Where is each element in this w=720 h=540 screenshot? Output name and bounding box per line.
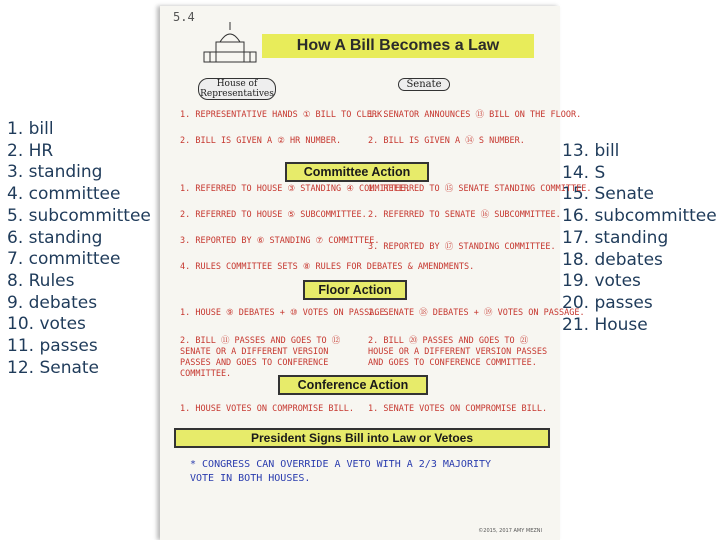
- house-step-3: 1. REFERRED TO HOUSE ③ STANDING ④ COMMITTEE.: [180, 184, 411, 194]
- answer-item: 2. HR: [7, 140, 54, 161]
- house-step-8: 2. BILL ⑪ PASSES AND GOES TO ⑫ SENATE OR A DIFFERENT VERSION PASSES AND GOES TO CONFERENCE COMMITTEE.: [180, 336, 341, 379]
- house-step-5: 3. REPORTED BY ⑥ STANDING ⑦ COMMITTEE.: [180, 236, 380, 246]
- answer-item: 12. Senate: [7, 357, 100, 378]
- override-note: * CONGRESS CAN OVERRIDE A VETO WITH A 2/3 MAJORITY VOTE IN BOTH HOUSES.: [190, 459, 492, 484]
- house-step-6: 4. RULES COMMITTEE SETS ⑧ RULES FOR DEBATES & AMENDMENTS.: [180, 262, 475, 272]
- answer-item: 16. subcommittee: [562, 206, 717, 227]
- page-number: 5.4: [173, 10, 195, 24]
- senate-label: Senate: [398, 78, 450, 91]
- answer-item: 6. standing: [7, 227, 103, 248]
- answer-item: 5. subcommittee: [7, 205, 151, 226]
- answer-item: 21. House: [562, 314, 648, 335]
- answer-item: 11. passes: [7, 336, 98, 357]
- house-label: House of Representatives: [198, 78, 276, 100]
- worksheet-photo: [160, 6, 592, 540]
- answer-item: 4. committee: [7, 184, 121, 205]
- answer-item: 15. Senate: [562, 184, 655, 205]
- answer-item: 9. debates: [7, 292, 98, 313]
- copyright-note: ©2015, 2017 AMY MEZNI: [478, 528, 542, 534]
- senate-step-8: 1. SENATE VOTES ON COMPROMISE BILL.: [368, 404, 548, 414]
- answer-item: 20. passes: [562, 292, 653, 313]
- senate-step-1: 1. SENATOR ANNOUNCES ⑬ BILL ON THE FLOOR.: [368, 110, 582, 120]
- house-step-9: 1. HOUSE VOTES ON COMPROMISE BILL.: [180, 404, 354, 414]
- answer-item: 7. committee: [7, 249, 121, 270]
- house-step-7: 1. HOUSE ⑨ DEBATES + ⑩ VOTES ON PASSAGE.: [180, 308, 390, 318]
- committee-action-header: Committee Action: [285, 162, 429, 182]
- senate-step-5: 3. REPORTED BY ⑰ STANDING COMMITTEE.: [368, 242, 556, 252]
- capitol-icon: [202, 20, 258, 64]
- house-step-1: 1. REPRESENTATIVE HANDS ① BILL TO CLERK.: [180, 110, 388, 120]
- worksheet-title: How A Bill Becomes a Law: [262, 34, 534, 58]
- right-answer-list: [562, 141, 717, 336]
- answer-item: 18. debates: [562, 249, 663, 270]
- house-step-4: 2. REFERRED TO HOUSE ⑤ SUBCOMMITTEE.: [180, 210, 367, 220]
- answer-item: 13. bill: [562, 141, 620, 161]
- senate-step-7: 2. BILL ⑳ PASSES AND GOES TO ㉑ HOUSE OR A DIFFERENT VERSION PASSES AND GOES TO CONFERENCE COMMITTEE.: [368, 336, 548, 368]
- answer-item: 19. votes: [562, 271, 641, 292]
- answer-item: 3. standing: [7, 162, 103, 183]
- answer-item: 10. votes: [7, 314, 86, 335]
- senate-step-3: 1. REFERRED TO ⑮ SENATE STANDING COMMITTEE.: [368, 184, 592, 194]
- answer-item: 14. S: [562, 162, 606, 183]
- left-answer-list: [7, 119, 151, 379]
- answer-item: 17. standing: [562, 227, 669, 248]
- answer-item: 1. bill: [7, 119, 54, 139]
- senate-step-6: 1. SENATE ⑱ DEBATES + ⑲ VOTES ON PASSAGE.: [368, 308, 585, 318]
- answer-item: 8. Rules: [7, 270, 75, 291]
- house-step-2: 2. BILL IS GIVEN A ② HR NUMBER.: [180, 136, 342, 146]
- senate-step-4: 2. REFERRED TO SENATE ⑯ SUBCOMMITTEE.: [368, 210, 561, 220]
- president-header: President Signs Bill into Law or Vetoes: [174, 428, 550, 448]
- conference-action-header: Conference Action: [278, 375, 428, 395]
- floor-action-header: Floor Action: [303, 280, 407, 300]
- senate-step-2: 2. BILL IS GIVEN A ⑭ S NUMBER.: [368, 136, 525, 146]
